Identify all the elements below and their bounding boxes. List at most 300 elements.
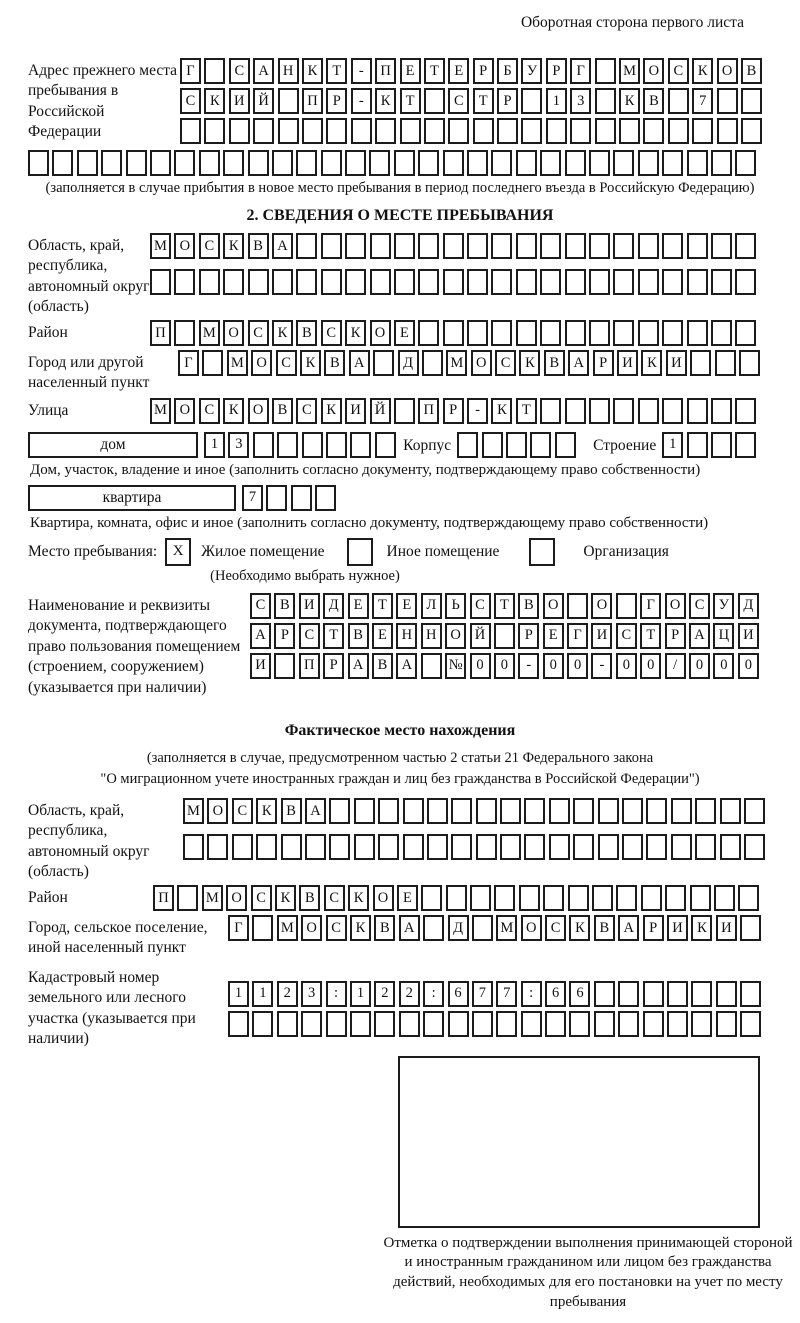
- char-box[interactable]: [665, 885, 686, 911]
- char-box[interactable]: Г: [178, 350, 199, 376]
- char-box[interactable]: У: [713, 593, 734, 619]
- char-box[interactable]: В: [296, 320, 317, 346]
- char-box[interactable]: [248, 150, 269, 176]
- char-box[interactable]: [643, 1011, 664, 1037]
- char-box[interactable]: [467, 320, 488, 346]
- char-box[interactable]: [296, 269, 317, 295]
- char-box[interactable]: [375, 432, 396, 458]
- char-box[interactable]: [252, 915, 273, 941]
- char-box[interactable]: К: [375, 88, 396, 114]
- char-box[interactable]: С: [299, 623, 320, 649]
- char-box[interactable]: [305, 834, 326, 860]
- char-box[interactable]: [472, 1011, 493, 1037]
- char-box[interactable]: [150, 269, 171, 295]
- char-box[interactable]: Ь: [445, 593, 466, 619]
- char-box[interactable]: Е: [394, 320, 415, 346]
- char-box[interactable]: [643, 118, 664, 144]
- char-box[interactable]: [569, 1011, 590, 1037]
- char-box[interactable]: О: [370, 320, 391, 346]
- char-box[interactable]: С: [448, 88, 469, 114]
- char-box[interactable]: Й: [470, 623, 491, 649]
- char-box[interactable]: Й: [370, 398, 391, 424]
- char-box[interactable]: О: [223, 320, 244, 346]
- char-box[interactable]: [543, 885, 564, 911]
- char-box[interactable]: Т: [516, 398, 537, 424]
- char-box[interactable]: [594, 981, 615, 1007]
- char-box[interactable]: [174, 269, 195, 295]
- char-box[interactable]: 0: [543, 653, 564, 679]
- char-box[interactable]: В: [372, 653, 393, 679]
- char-box[interactable]: [394, 398, 415, 424]
- char-box[interactable]: -: [467, 398, 488, 424]
- char-box[interactable]: [662, 398, 683, 424]
- char-box[interactable]: [422, 350, 443, 376]
- char-box[interactable]: [641, 885, 662, 911]
- char-box[interactable]: [451, 834, 472, 860]
- char-box[interactable]: 2: [374, 981, 395, 1007]
- char-box[interactable]: [565, 269, 586, 295]
- char-box[interactable]: [545, 1011, 566, 1037]
- char-box[interactable]: С: [495, 350, 516, 376]
- char-box[interactable]: И: [617, 350, 638, 376]
- char-box[interactable]: [687, 398, 708, 424]
- char-box[interactable]: О: [665, 593, 686, 619]
- char-box[interactable]: П: [302, 88, 323, 114]
- char-box[interactable]: Т: [494, 593, 515, 619]
- char-box[interactable]: [277, 1011, 298, 1037]
- char-box[interactable]: 0: [713, 653, 734, 679]
- char-box[interactable]: [174, 320, 195, 346]
- char-box[interactable]: [418, 269, 439, 295]
- char-box[interactable]: И: [667, 915, 688, 941]
- char-box[interactable]: [735, 269, 756, 295]
- char-box[interactable]: 6: [448, 981, 469, 1007]
- char-box[interactable]: [52, 150, 73, 176]
- char-box[interactable]: 6: [569, 981, 590, 1007]
- char-box[interactable]: [662, 150, 683, 176]
- char-box[interactable]: [424, 88, 445, 114]
- char-box[interactable]: О: [643, 58, 664, 84]
- char-box[interactable]: [400, 118, 421, 144]
- char-box[interactable]: С: [326, 915, 347, 941]
- char-box[interactable]: [735, 398, 756, 424]
- char-box[interactable]: П: [153, 885, 174, 911]
- char-box[interactable]: Т: [326, 58, 347, 84]
- char-box[interactable]: [589, 233, 610, 259]
- char-box[interactable]: [354, 798, 375, 824]
- char-box[interactable]: А: [349, 350, 370, 376]
- char-box[interactable]: [354, 834, 375, 860]
- char-box[interactable]: Е: [397, 885, 418, 911]
- char-box[interactable]: [695, 834, 716, 860]
- char-box[interactable]: В: [643, 88, 664, 114]
- char-box[interactable]: И: [716, 915, 737, 941]
- char-box[interactable]: В: [281, 798, 302, 824]
- char-box[interactable]: [491, 320, 512, 346]
- char-box[interactable]: [643, 981, 664, 1007]
- char-box[interactable]: К: [691, 915, 712, 941]
- char-box[interactable]: [638, 320, 659, 346]
- char-box[interactable]: Р: [546, 58, 567, 84]
- char-box[interactable]: Р: [497, 88, 518, 114]
- char-box[interactable]: Б: [497, 58, 518, 84]
- char-box[interactable]: [741, 88, 762, 114]
- char-box[interactable]: И: [666, 350, 687, 376]
- char-box[interactable]: [272, 269, 293, 295]
- char-box[interactable]: [524, 798, 545, 824]
- char-box[interactable]: [667, 1011, 688, 1037]
- char-box[interactable]: С: [321, 320, 342, 346]
- char-box[interactable]: [570, 118, 591, 144]
- char-box[interactable]: К: [256, 798, 277, 824]
- char-box[interactable]: 3: [301, 981, 322, 1007]
- char-box[interactable]: 1: [662, 432, 683, 458]
- char-box[interactable]: [315, 485, 336, 511]
- char-box[interactable]: Й: [253, 88, 274, 114]
- char-box[interactable]: -: [351, 58, 372, 84]
- char-box[interactable]: 0: [689, 653, 710, 679]
- char-box[interactable]: [720, 834, 741, 860]
- char-box[interactable]: [378, 798, 399, 824]
- char-box[interactable]: [573, 834, 594, 860]
- char-box[interactable]: А: [348, 653, 369, 679]
- char-box[interactable]: [540, 269, 561, 295]
- char-box[interactable]: Е: [400, 58, 421, 84]
- char-box[interactable]: Д: [398, 350, 419, 376]
- char-box[interactable]: [618, 1011, 639, 1037]
- char-box[interactable]: [711, 432, 732, 458]
- char-box[interactable]: [252, 1011, 273, 1037]
- char-box[interactable]: -: [518, 653, 539, 679]
- char-box[interactable]: Г: [567, 623, 588, 649]
- char-box[interactable]: 0: [640, 653, 661, 679]
- char-box[interactable]: [716, 981, 737, 1007]
- char-box[interactable]: [613, 320, 634, 346]
- char-box[interactable]: 0: [738, 653, 759, 679]
- char-box[interactable]: [457, 432, 478, 458]
- char-box[interactable]: К: [272, 320, 293, 346]
- char-box[interactable]: 1: [228, 981, 249, 1007]
- char-box[interactable]: [711, 320, 732, 346]
- char-box[interactable]: [321, 150, 342, 176]
- char-box[interactable]: [326, 432, 347, 458]
- char-box[interactable]: [202, 350, 223, 376]
- char-box[interactable]: [451, 798, 472, 824]
- char-box[interactable]: В: [274, 593, 295, 619]
- char-box[interactable]: Г: [228, 915, 249, 941]
- char-box[interactable]: К: [300, 350, 321, 376]
- char-box[interactable]: 1: [350, 981, 371, 1007]
- char-box[interactable]: С: [248, 320, 269, 346]
- char-box[interactable]: [555, 432, 576, 458]
- char-box[interactable]: Р: [274, 623, 295, 649]
- char-box[interactable]: [204, 118, 225, 144]
- char-box[interactable]: Р: [518, 623, 539, 649]
- char-box[interactable]: [394, 233, 415, 259]
- char-box[interactable]: [690, 350, 711, 376]
- char-box[interactable]: Н: [278, 58, 299, 84]
- char-box[interactable]: [278, 118, 299, 144]
- char-box[interactable]: С: [470, 593, 491, 619]
- char-box[interactable]: Р: [443, 398, 464, 424]
- char-box[interactable]: [598, 834, 619, 860]
- char-box[interactable]: [646, 798, 667, 824]
- char-box[interactable]: [228, 1011, 249, 1037]
- char-box[interactable]: [568, 885, 589, 911]
- char-box[interactable]: [378, 834, 399, 860]
- char-box[interactable]: [662, 269, 683, 295]
- char-box[interactable]: [741, 118, 762, 144]
- char-box[interactable]: [476, 798, 497, 824]
- char-box[interactable]: Д: [448, 915, 469, 941]
- char-box[interactable]: [687, 269, 708, 295]
- char-box[interactable]: [496, 1011, 517, 1037]
- char-box[interactable]: Т: [640, 623, 661, 649]
- char-box[interactable]: [199, 150, 220, 176]
- char-box[interactable]: 7: [242, 485, 263, 511]
- char-box[interactable]: [253, 432, 274, 458]
- char-box[interactable]: А: [272, 233, 293, 259]
- char-box[interactable]: [494, 885, 515, 911]
- char-box[interactable]: П: [150, 320, 171, 346]
- char-box[interactable]: В: [324, 350, 345, 376]
- char-box[interactable]: А: [305, 798, 326, 824]
- char-box[interactable]: В: [272, 398, 293, 424]
- char-box[interactable]: Ц: [713, 623, 734, 649]
- char-box[interactable]: [394, 269, 415, 295]
- char-box[interactable]: К: [223, 233, 244, 259]
- char-box[interactable]: С: [250, 593, 271, 619]
- char-box[interactable]: И: [591, 623, 612, 649]
- char-box[interactable]: [622, 798, 643, 824]
- char-box[interactable]: В: [544, 350, 565, 376]
- char-box[interactable]: [668, 118, 689, 144]
- char-box[interactable]: :: [521, 981, 542, 1007]
- char-box[interactable]: [253, 118, 274, 144]
- char-box[interactable]: [567, 593, 588, 619]
- char-box[interactable]: М: [227, 350, 248, 376]
- char-box[interactable]: И: [345, 398, 366, 424]
- char-box[interactable]: М: [619, 58, 640, 84]
- char-box[interactable]: [423, 1011, 444, 1037]
- char-box[interactable]: [345, 233, 366, 259]
- char-box[interactable]: С: [232, 798, 253, 824]
- char-box[interactable]: 0: [470, 653, 491, 679]
- char-box[interactable]: [421, 653, 442, 679]
- char-box[interactable]: [744, 834, 765, 860]
- char-box[interactable]: [302, 432, 323, 458]
- char-box[interactable]: [418, 150, 439, 176]
- char-box[interactable]: О: [717, 58, 738, 84]
- char-box[interactable]: [516, 233, 537, 259]
- char-box[interactable]: [521, 88, 542, 114]
- char-box[interactable]: [427, 798, 448, 824]
- char-box[interactable]: А: [253, 58, 274, 84]
- char-box[interactable]: 1: [204, 432, 225, 458]
- char-box[interactable]: [671, 798, 692, 824]
- char-box[interactable]: [494, 623, 515, 649]
- char-box[interactable]: И: [299, 593, 320, 619]
- char-box[interactable]: О: [207, 798, 228, 824]
- char-box[interactable]: Т: [424, 58, 445, 84]
- char-box[interactable]: М: [150, 398, 171, 424]
- char-box[interactable]: [638, 398, 659, 424]
- char-box[interactable]: М: [496, 915, 517, 941]
- char-box[interactable]: [516, 150, 537, 176]
- char-box[interactable]: К: [619, 88, 640, 114]
- char-box[interactable]: [740, 981, 761, 1007]
- char-box[interactable]: О: [174, 233, 195, 259]
- char-box[interactable]: [472, 915, 493, 941]
- char-box[interactable]: [540, 398, 561, 424]
- char-box[interactable]: О: [521, 915, 542, 941]
- char-box[interactable]: [667, 981, 688, 1007]
- char-box[interactable]: -: [351, 88, 372, 114]
- char-box[interactable]: [443, 320, 464, 346]
- char-box[interactable]: В: [518, 593, 539, 619]
- char-box[interactable]: [256, 834, 277, 860]
- char-box[interactable]: Р: [643, 915, 664, 941]
- char-box[interactable]: Г: [640, 593, 661, 619]
- char-box[interactable]: 2: [277, 981, 298, 1007]
- char-box[interactable]: [248, 269, 269, 295]
- char-box[interactable]: [424, 118, 445, 144]
- char-box[interactable]: [350, 432, 371, 458]
- char-box[interactable]: [370, 233, 391, 259]
- char-box[interactable]: [735, 150, 756, 176]
- char-box[interactable]: [516, 320, 537, 346]
- char-box[interactable]: К: [345, 320, 366, 346]
- char-box[interactable]: [296, 150, 317, 176]
- char-box[interactable]: Т: [400, 88, 421, 114]
- char-box[interactable]: Е: [543, 623, 564, 649]
- char-box[interactable]: [77, 150, 98, 176]
- char-box[interactable]: [711, 150, 732, 176]
- char-box[interactable]: [744, 798, 765, 824]
- char-box[interactable]: [524, 834, 545, 860]
- char-box[interactable]: [274, 653, 295, 679]
- char-box[interactable]: [470, 885, 491, 911]
- char-box[interactable]: [345, 150, 366, 176]
- char-box[interactable]: [598, 798, 619, 824]
- char-box[interactable]: А: [396, 653, 417, 679]
- char-box[interactable]: [232, 834, 253, 860]
- char-box[interactable]: Р: [473, 58, 494, 84]
- char-box[interactable]: [595, 58, 616, 84]
- checkbox-organization[interactable]: [529, 538, 555, 566]
- char-box[interactable]: [573, 798, 594, 824]
- char-box[interactable]: /: [665, 653, 686, 679]
- char-box[interactable]: [277, 432, 298, 458]
- char-box[interactable]: [616, 593, 637, 619]
- char-box[interactable]: [266, 485, 287, 511]
- char-box[interactable]: [691, 981, 712, 1007]
- char-box[interactable]: [443, 233, 464, 259]
- char-box[interactable]: М: [446, 350, 467, 376]
- char-box[interactable]: 7: [692, 88, 713, 114]
- char-box[interactable]: [183, 834, 204, 860]
- char-box[interactable]: [516, 269, 537, 295]
- char-box[interactable]: [687, 233, 708, 259]
- char-box[interactable]: [302, 118, 323, 144]
- char-box[interactable]: [646, 834, 667, 860]
- char-box[interactable]: А: [399, 915, 420, 941]
- char-box[interactable]: А: [618, 915, 639, 941]
- char-box[interactable]: [714, 885, 735, 911]
- char-box[interactable]: [530, 432, 551, 458]
- char-box[interactable]: Р: [323, 653, 344, 679]
- char-box[interactable]: [427, 834, 448, 860]
- char-box[interactable]: 1: [546, 88, 567, 114]
- char-box[interactable]: [613, 233, 634, 259]
- char-box[interactable]: Р: [593, 350, 614, 376]
- char-box[interactable]: [613, 269, 634, 295]
- char-box[interactable]: Р: [665, 623, 686, 649]
- char-box[interactable]: [101, 150, 122, 176]
- char-box[interactable]: [418, 233, 439, 259]
- char-box[interactable]: [616, 885, 637, 911]
- char-box[interactable]: [174, 150, 195, 176]
- char-box[interactable]: [695, 798, 716, 824]
- char-box[interactable]: [613, 398, 634, 424]
- char-box[interactable]: С: [296, 398, 317, 424]
- char-box[interactable]: [589, 269, 610, 295]
- char-box[interactable]: Н: [396, 623, 417, 649]
- char-box[interactable]: [565, 320, 586, 346]
- char-box[interactable]: [369, 150, 390, 176]
- char-box[interactable]: 7: [496, 981, 517, 1007]
- char-box[interactable]: [619, 118, 640, 144]
- char-box[interactable]: [638, 150, 659, 176]
- char-box[interactable]: [521, 118, 542, 144]
- char-box[interactable]: [662, 320, 683, 346]
- char-box[interactable]: :: [326, 981, 347, 1007]
- char-box[interactable]: В: [741, 58, 762, 84]
- char-box[interactable]: №: [445, 653, 466, 679]
- char-box[interactable]: [329, 798, 350, 824]
- char-box[interactable]: 2: [399, 981, 420, 1007]
- char-box[interactable]: [177, 885, 198, 911]
- char-box[interactable]: 0: [616, 653, 637, 679]
- char-box[interactable]: [735, 233, 756, 259]
- char-box[interactable]: :: [423, 981, 444, 1007]
- char-box[interactable]: [321, 233, 342, 259]
- char-box[interactable]: Д: [738, 593, 759, 619]
- char-box[interactable]: О: [226, 885, 247, 911]
- char-box[interactable]: [399, 1011, 420, 1037]
- char-box[interactable]: [476, 834, 497, 860]
- char-box[interactable]: [272, 150, 293, 176]
- char-box[interactable]: И: [250, 653, 271, 679]
- char-box[interactable]: [278, 88, 299, 114]
- char-box[interactable]: К: [348, 885, 369, 911]
- char-box[interactable]: [565, 150, 586, 176]
- char-box[interactable]: С: [668, 58, 689, 84]
- char-box[interactable]: [668, 88, 689, 114]
- char-box[interactable]: Т: [372, 593, 393, 619]
- char-box[interactable]: [740, 1011, 761, 1037]
- char-box[interactable]: К: [350, 915, 371, 941]
- char-box[interactable]: К: [204, 88, 225, 114]
- checkbox-residential[interactable]: X: [165, 538, 191, 566]
- char-box[interactable]: [281, 834, 302, 860]
- char-box[interactable]: С: [229, 58, 250, 84]
- char-box[interactable]: [326, 118, 347, 144]
- char-box[interactable]: [150, 150, 171, 176]
- char-box[interactable]: [491, 150, 512, 176]
- char-box[interactable]: С: [545, 915, 566, 941]
- char-box[interactable]: Д: [323, 593, 344, 619]
